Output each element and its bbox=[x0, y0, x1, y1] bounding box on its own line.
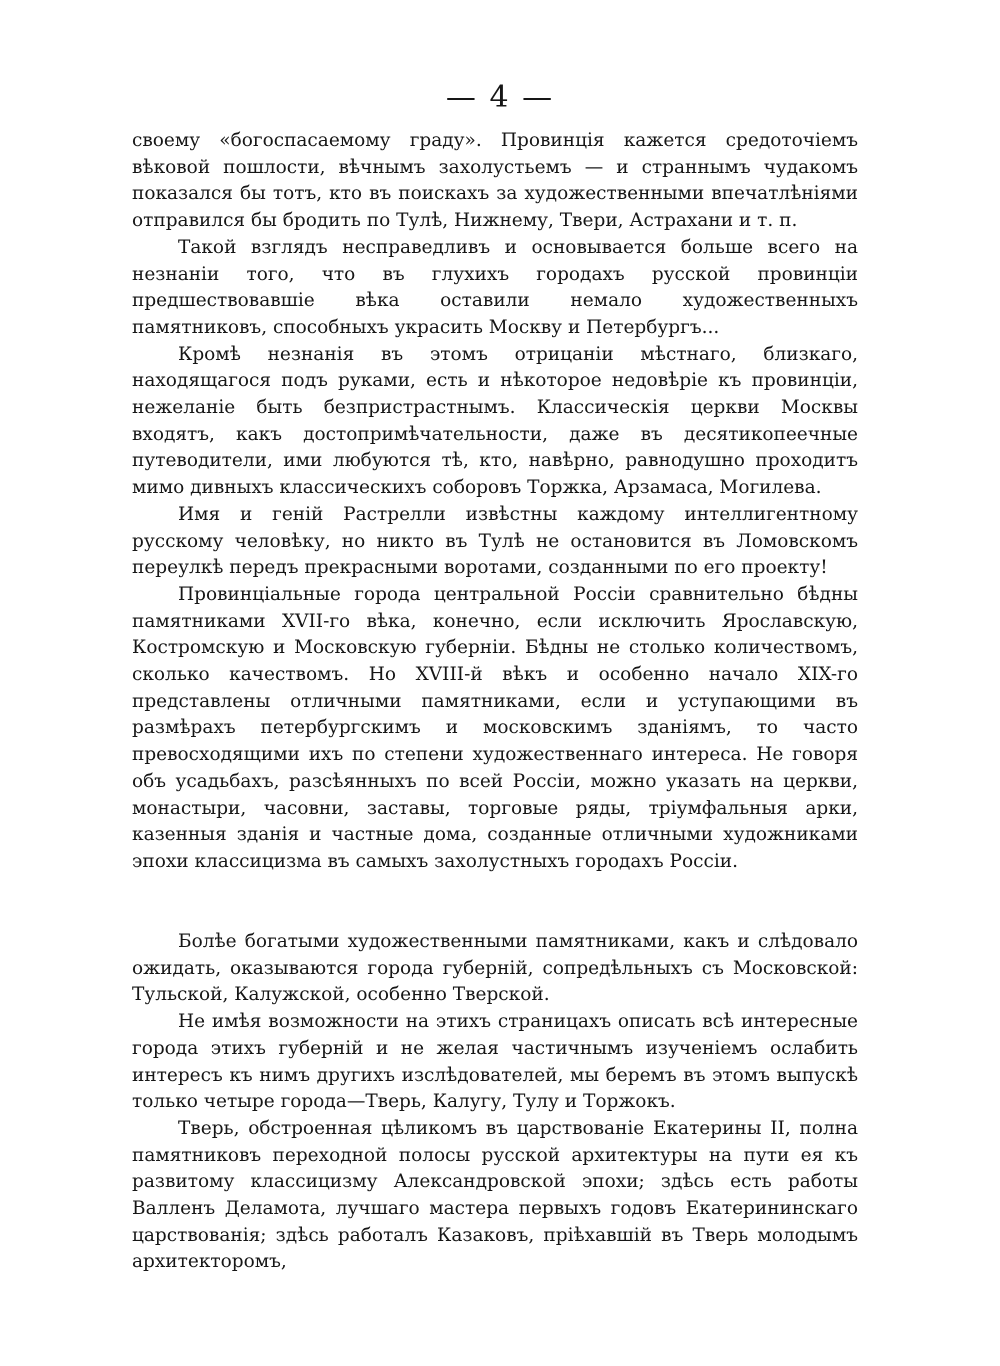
paragraph: Не имѣя возможности на этихъ страницахъ описать всѣ интересные города этихъ губерній и не желая частичнымъ изученіемъ ослабить интересъ къ нимъ другихъ изслѣдователей, мы беремъ въ этомъ выпускѣ только четыре города—Тверь, Калугу, Тулу и Торжокъ. bbox=[132, 1011, 858, 1113]
text-section-2 bbox=[132, 929, 858, 1276]
page-number: — 4 — bbox=[445, 80, 555, 115]
paragraph: Имя и геній Растрелли извѣстны каждому интеллигентному русскому человѣку, но никто въ Тулѣ не остановится въ Ломовскомъ переулкѣ передъ прекрасными воротами, созданными по его проекту! bbox=[132, 503, 858, 579]
paragraph: Тверь, обстроенная цѣликомъ въ царствованіе Екатерины II, полна памятниковъ переходной полосы русской архитектуры на пути ея къ развитому классицизму Александровской эпохи; здѣсь есть работы Валленъ Деламота, лучшаго мастера первыхъ годовъ Екатерининскаго царствованія; здѣсь работалъ Казаковъ, пріѣхавшій въ Тверь молодымъ архитекторомъ, bbox=[132, 1117, 858, 1273]
text-section-1 bbox=[132, 128, 858, 876]
paragraph: Болѣе богатыми художественными памятниками, какъ и слѣдовало ожидать, оказываются города губерній, сопредѣльныхъ съ Московской: Тульской, Калужской, особенно Тверской. bbox=[132, 931, 858, 1006]
paragraph: Провинціальные города центральной Россіи сравнительно бѣдны памятниками XVII-го вѣка, конечно, если исключить Ярославскую, Костромскую и Московскую губерніи. Бѣдны не столько количествомъ, сколько качествомъ. Но XVIII-й вѣкъ и особенно начало XIX-го представлены отличными памятниками, если и уступающими въ размѣрахъ петербургскимъ и московскимъ зданіямъ, то часто превосходящими ихъ по степени художественнаго интереса. Не говоря объ усадьбахъ, разсѣянныхъ по всей Россіи, можно указать на церкви, монастыри, часовни, заставы, торговые ряды, тріумфальныя арки, казенныя зданія и частные дома, созданные отличными художниками эпохи классицизма въ самыхъ захолустныхъ городахъ Россіи. bbox=[132, 583, 858, 872]
paragraph: своему «богоспасаемому граду». Провинція кажется средоточіемъ вѣковой пошлости, вѣчнымъ захолустьемъ — и страннымъ чудакомъ показался бы тотъ, кто въ поискахъ за художественными впечатлѣніями отправился бы бродить по Тулѣ, Нижнему, Твери, Астрахани и т. п. bbox=[132, 130, 858, 232]
paragraph: Кромѣ незнанія въ этомъ отрицаніи мѣстнаго, близкаго, находящагося подъ руками, есть и нѣкоторое недовѣріе къ провинціи, нежеланіе быть безпристрастнымъ. Классическія церкви Москвы входятъ, какъ достопримѣчательности, даже въ десятикопеечные путеводители, ими любуются тѣ, кто, навѣрно, равнодушно проходитъ мимо дивныхъ классическихъ соборовъ Торжка, Арзамаса, Могилева. bbox=[132, 343, 858, 499]
paragraph: Такой взглядъ несправедливъ и основывается больше всего на незнаніи того, что въ глухихъ городахъ русской провинціи предшествовавшіе вѣка оставили немало художественныхъ памятниковъ, способныхъ украсить Москву и Петербургъ... bbox=[132, 236, 858, 338]
